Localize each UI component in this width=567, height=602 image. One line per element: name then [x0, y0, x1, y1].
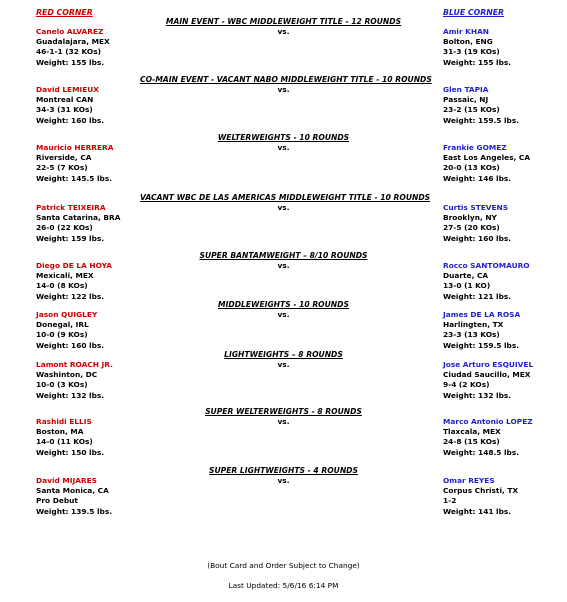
fighter-name: Jason QUIGLEY: [36, 310, 98, 319]
red-fighter: [36, 27, 110, 68]
fighter-weight: Weight: 159 lbs.: [36, 233, 105, 243]
fighter-hometown: Corpus Christi, TX: [443, 486, 519, 496]
fighter-record: 22-5 (7 KOs): [36, 163, 88, 173]
fighter-weight: Weight: 148.5 lbs.: [443, 447, 520, 457]
fighter-record: 31-3 (19 KOs): [443, 47, 500, 57]
bout-title: MIDDLEWEIGHTS - 10 ROUNDS: [218, 300, 349, 309]
fighter-name: Patrick TEIXEIRA: [36, 203, 106, 212]
fighter-weight: Weight: 139.5 lbs.: [36, 506, 113, 516]
fighter-record: 26-0 (22 KOs): [36, 223, 93, 233]
vs-label: vs.: [277, 203, 290, 212]
fighter-weight: Weight: 132 lbs.: [36, 390, 105, 400]
fighter-record: 20-0 (13 KOs): [443, 163, 500, 173]
fighter-weight: Weight: 122 lbs.: [36, 291, 105, 301]
blue-fighter: [443, 417, 533, 458]
red-fighter: [36, 476, 112, 517]
vs-label: vs.: [277, 310, 290, 319]
fighter-hometown: Passaic, NJ: [443, 95, 489, 105]
fighter-record: 23-2 (15 KOs): [443, 105, 500, 115]
fighter-name: Rashidi ELLIS: [36, 417, 92, 426]
fighter-weight: Weight: 141 lbs.: [443, 506, 512, 516]
blue-fighter: [443, 85, 519, 126]
fighter-record: 46-1-1 (32 KOs): [36, 47, 101, 57]
fighter-name: James DE LA ROSA: [443, 310, 521, 319]
fighter-name: Jose Arturo ESQUIVEL: [443, 360, 534, 369]
bout-title: WELTERWEIGHTS - 10 ROUNDS: [217, 133, 350, 142]
fighter-weight: Weight: 155 lbs.: [36, 57, 105, 67]
fighter-hometown: Tlaxcala, MEX: [443, 427, 501, 437]
fighter-weight: Weight: 155 lbs.: [443, 57, 512, 67]
fighter-name: David MIJARES: [36, 476, 97, 485]
red-fighter: [36, 310, 104, 351]
fighter-name: Frankie GOMEZ: [443, 143, 507, 152]
fighter-record: 34-3 (31 KOs): [36, 105, 93, 115]
disclaimer-text: (Bout Card and Order Subject to Change): [207, 561, 360, 570]
vs-label: vs.: [277, 476, 290, 485]
vs-label: vs.: [277, 143, 290, 152]
fighter-record: 23-3 (13 KOs): [443, 330, 500, 340]
fighter-weight: Weight: 160 lbs.: [36, 115, 105, 125]
fighter-record: 9-4 (2 KOs): [443, 380, 490, 390]
fighter-hometown: Boston, MA: [36, 427, 84, 437]
fighter-weight: Weight: 121 lbs.: [443, 291, 512, 301]
last-updated-text: Last Updated: 5/6/16 6:14 PM: [228, 581, 339, 590]
fighter-record: 27-5 (20 KOs): [443, 223, 500, 233]
fighter-weight: Weight: 160 lbs.: [443, 233, 512, 243]
fighter-hometown: Santa Catarina, BRA: [36, 213, 121, 223]
red-fighter: [36, 203, 120, 244]
red-corner-header: RED CORNER: [36, 8, 93, 17]
bout-8: [0, 407, 567, 467]
fighter-hometown: Riverside, CA: [36, 153, 92, 163]
blue-fighter: [443, 310, 520, 351]
bout-title: LIGHTWEIGHTS – 8 ROUNDS: [224, 350, 343, 359]
blue-corner-header: BLUE CORNER: [443, 8, 505, 17]
fighter-weight: Weight: 159.5 lbs.: [443, 115, 520, 125]
fighter-hometown: Guadalajara, MEX: [36, 37, 110, 47]
blue-fighter: [443, 27, 511, 68]
fighter-hometown: Donegal, IRL: [36, 320, 89, 330]
bout-3: [0, 133, 567, 193]
blue-fighter: [443, 261, 530, 302]
bout-title: VACANT WBC DE LAS AMERICAS MIDDLEWEIGHT TITLE - 10 ROUNDS: [140, 193, 431, 202]
fighter-hometown: Santa Monica, CA: [36, 486, 109, 496]
fighter-record: 24-8 (15 KOs): [443, 437, 500, 447]
bout-2: [0, 75, 567, 135]
fighter-name: Lamont ROACH JR.: [36, 360, 113, 369]
bout-title: MAIN EVENT - WBC MIDDLEWEIGHT TITLE - 12 ROUNDS: [165, 17, 402, 26]
fighter-hometown: Mexicali, MEX: [36, 271, 94, 281]
fighter-weight: Weight: 150 lbs.: [36, 447, 105, 457]
fighter-weight: Weight: 146 lbs.: [443, 173, 512, 183]
fighter-weight: Weight: 132 lbs.: [443, 390, 512, 400]
fighter-record: Pro Debut: [36, 496, 78, 506]
fighter-record: 10-0 (9 KOs): [36, 330, 88, 340]
fighter-hometown: Washinton, DC: [36, 370, 98, 380]
fighter-hometown: Duarte, CA: [443, 271, 489, 281]
bout-title: SUPER BANTAMWEIGHT – 8/10 ROUNDS: [199, 251, 368, 260]
fighter-record: 13-0 (1 KO): [443, 281, 491, 291]
bout-7: [0, 350, 567, 410]
fighter-name: Glen TAPIA: [443, 85, 489, 94]
fighter-record: 14-0 (8 KOs): [36, 281, 88, 291]
red-fighter: [36, 143, 113, 184]
fighter-hometown: Ciudad Saucillo, MEX: [443, 370, 531, 380]
fighter-hometown: Montreal CAN: [36, 95, 94, 105]
red-fighter: [36, 417, 104, 458]
fighter-hometown: Bolton, ENG: [443, 37, 493, 47]
vs-label: vs.: [277, 27, 290, 36]
bout-title: SUPER WELTERWEIGHTS - 8 ROUNDS: [205, 407, 362, 416]
red-fighter: [36, 261, 112, 302]
blue-fighter: [443, 360, 533, 401]
fighter-weight: Weight: 145.5 lbs.: [36, 173, 113, 183]
bout-4: [0, 193, 567, 253]
fighter-name: Diego DE LA HOYA: [36, 261, 112, 270]
red-fighter: [36, 85, 104, 126]
fighter-record: 14-0 (11 KOs): [36, 437, 93, 447]
fighter-name: Rocco SANTOMAURO: [443, 261, 530, 270]
fighter-name: Canelo ALVAREZ: [36, 27, 104, 36]
blue-fighter: [443, 476, 518, 517]
bout-title: CO-MAIN EVENT - VACANT NABO MIDDLEWEIGHT TITLE - 10 ROUNDS: [140, 75, 432, 84]
fighter-hometown: Brooklyn, NY: [443, 213, 497, 223]
fighter-record: 1-2: [443, 496, 457, 506]
fighter-name: Mauricio HERRERA: [36, 143, 114, 152]
fighter-name: Curtis STEVENS: [443, 203, 509, 212]
fighter-name: Omar REYES: [443, 476, 495, 485]
fighter-hometown: Harlingten, TX: [443, 320, 504, 330]
fighter-hometown: East Los Angeles, CA: [443, 153, 531, 163]
bout-9: [0, 466, 567, 526]
vs-label: vs.: [277, 360, 290, 369]
fighter-name: Amir KHAN: [443, 27, 489, 36]
vs-label: vs.: [277, 417, 290, 426]
blue-fighter: [443, 203, 511, 244]
fighter-record: 10-0 (3 KOs): [36, 380, 88, 390]
fighter-weight: Weight: 159.5 lbs.: [443, 340, 520, 350]
red-fighter: [36, 360, 113, 401]
fighter-weight: Weight: 160 lbs.: [36, 340, 105, 350]
fighter-name: David LEMIEUX: [36, 85, 99, 94]
fighter-name: Marco Antonio LOPEZ: [443, 417, 533, 426]
bout-1: [0, 17, 567, 77]
blue-fighter: [443, 143, 530, 184]
vs-label: vs.: [277, 85, 290, 94]
bout-title: SUPER LIGHTWEIGHTS - 4 ROUNDS: [209, 466, 358, 475]
vs-label: vs.: [277, 261, 290, 270]
